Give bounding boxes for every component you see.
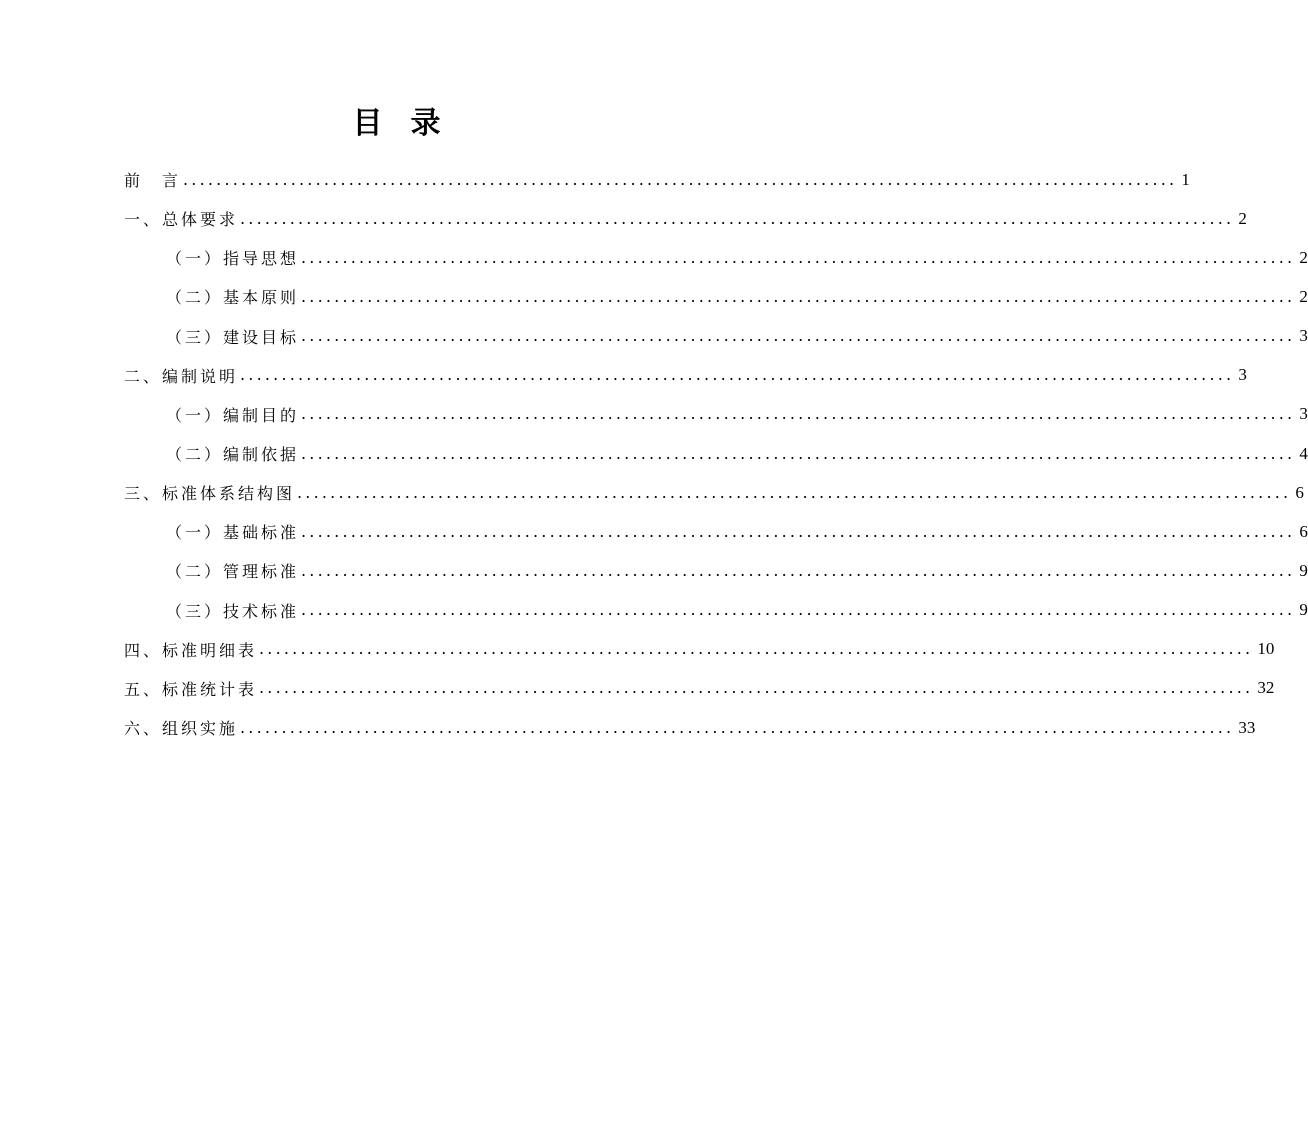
toc-entry-preface[interactable] [124,160,1190,199]
toc-leader-dots: ........................................................................................................................ [240,208,1235,228]
toc-entry-page: 9 [1299,600,1308,620]
toc-entry-label: 四、标准明细表 [124,640,258,660]
toc-entry-page: 3 [1299,404,1308,424]
toc-leader-dots: ........................................................................................................................ [301,247,1296,267]
toc-entry-page: 6 [1299,521,1308,541]
toc-leader-dots: ........................................................................................................................ [301,600,1296,620]
toc-leader-dots: ........................................................................................................................ [301,404,1296,424]
page-title [0,98,793,142]
toc-entry-section-3-2[interactable] [124,551,1308,590]
toc-entry-page: 9 [1299,560,1308,580]
toc-entry-section-1[interactable] [124,199,1247,238]
toc-leader-dots: ........................................................................................................................ [301,521,1296,541]
toc-entry-label: （二）编制依据 [166,445,300,465]
toc-entry-section-1-2[interactable] [124,277,1308,316]
toc-entry-page: 2 [1299,247,1308,267]
toc-entry-section-2[interactable] [124,356,1247,395]
toc-entry-label: （二）管理标准 [166,562,300,582]
toc-entry-page: 33 [1238,717,1256,737]
toc-entry-label: （一）指导思想 [166,249,300,269]
toc-entry-section-3-3[interactable] [124,591,1308,630]
toc-entry-section-5[interactable] [124,669,1275,708]
toc-entry-label: （三）技术标准 [166,601,300,621]
toc-entry-section-4[interactable] [124,630,1275,669]
toc-leader-dots: ........................................................................................................................ [183,169,1178,189]
toc-entry-section-2-1[interactable] [124,395,1308,434]
toc-entry-section-3-1[interactable] [124,512,1308,551]
toc-entry-page: 2 [1299,286,1308,306]
toc-entry-section-3[interactable] [124,473,1304,512]
toc-entry-label: 二、编制说明 [124,366,239,386]
toc-entry-section-2-2[interactable] [124,434,1308,473]
toc-entry-label: 一、总体要求 [124,210,239,230]
toc-leader-dots: ........................................................................................................................ [301,560,1296,580]
toc-leader-dots: ........................................................................................................................ [301,326,1296,346]
toc-entry-section-1-3[interactable] [124,317,1308,356]
toc-leader-dots: ........................................................................................................................ [240,717,1235,737]
toc-leader-dots: ........................................................................................................................ [240,365,1235,385]
toc-entry-label: 前 言 [124,171,182,191]
page-title-part-1: 目 [352,106,383,141]
toc-entry-page: 6 [1295,482,1304,502]
toc-entry-label: （三）建设目标 [166,327,300,347]
toc-entry-label: 五、标准统计表 [124,679,258,699]
toc-entry-label: （二）基本原则 [166,288,300,308]
toc-entry-label: 三、标准体系结构图 [124,484,296,504]
toc-entry-label: 六、组织实施 [124,719,239,739]
toc-leader-dots: ........................................................................................................................ [259,678,1254,698]
table-of-contents [124,160,1308,747]
page-title-part-2: 录 [410,106,441,141]
toc-entry-page: 3 [1238,365,1247,385]
toc-entry-label: （一）编制目的 [166,405,300,425]
toc-entry-page: 3 [1299,326,1308,346]
toc-entry-page: 32 [1257,678,1275,698]
toc-entry-page: 10 [1257,639,1275,659]
toc-entry-page: 2 [1238,208,1247,228]
toc-entry-label: （一）基础标准 [166,523,300,543]
toc-leader-dots: ........................................................................................................................ [297,482,1292,502]
toc-leader-dots: ........................................................................................................................ [301,443,1296,463]
toc-entry-page: 4 [1299,443,1308,463]
toc-entry-page: 1 [1181,169,1190,189]
toc-entry-section-1-1[interactable] [124,238,1308,277]
toc-leader-dots: ........................................................................................................................ [259,639,1254,659]
toc-entry-section-6[interactable] [124,708,1256,747]
toc-leader-dots: ........................................................................................................................ [301,286,1296,306]
